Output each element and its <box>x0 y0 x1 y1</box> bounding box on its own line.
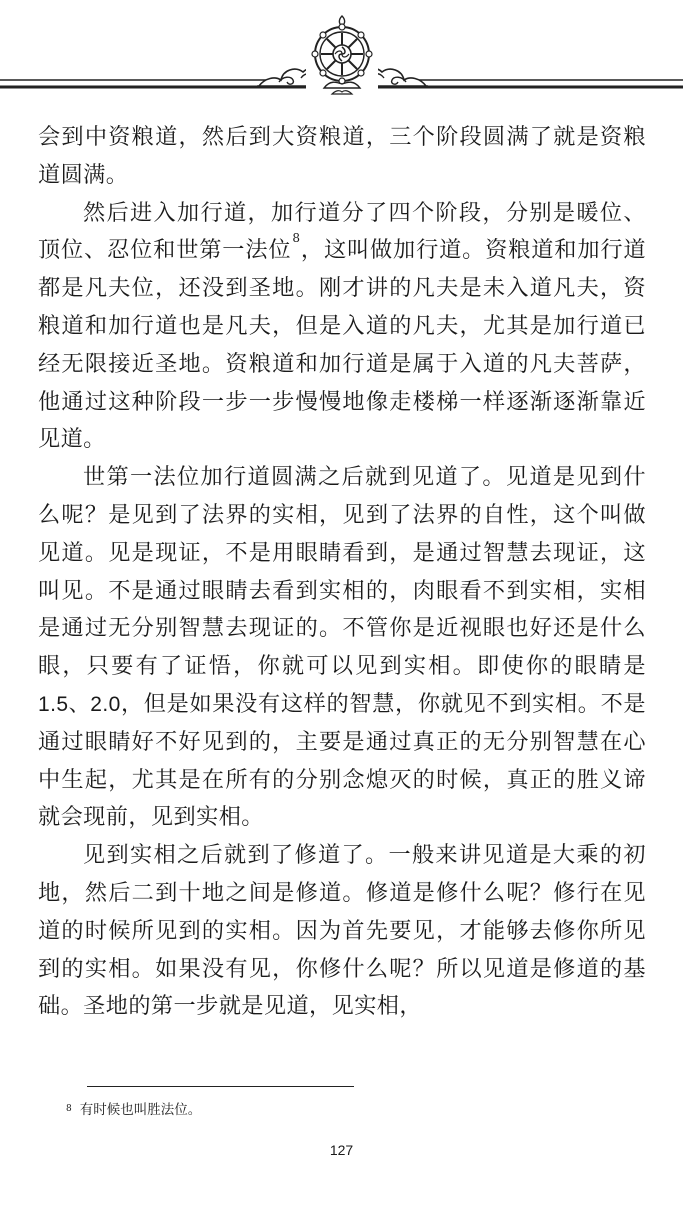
numeric-value: 1.5、2.0 <box>38 692 121 716</box>
page-number: 127 <box>329 1142 354 1158</box>
dharma-wheel-icon <box>306 14 378 102</box>
page-header <box>0 0 683 105</box>
paragraph-text: 然后进入加行道，加行道分了四个阶段，分别是暖位、顶位、忍位和世第一法位 <box>38 199 646 264</box>
footnote-marker: 8 <box>66 1104 72 1114</box>
paragraph: 会到中资粮道，然后到大资粮道，三个阶段圆满了就是资粮道圆满。 <box>38 124 646 188</box>
paragraph-text: ，这叫做加行道。资粮道和加行道都是凡夫位，还没到圣地。刚才讲的凡夫是未入道凡夫，资粮道和加行道也是凡夫，但是入道的凡夫，尤其是加行道已经无限接近圣地。资粮道和加行道是属于入道的凡夫菩萨，他通过这种阶段一步一步慢慢地像走楼梯一样逐渐逐渐靠近见道。 <box>38 237 646 453</box>
footnote <box>66 1100 201 1120</box>
footnote-text: 有时候也叫胜法位。 <box>79 1102 202 1118</box>
paragraph: 见到实相之后就到了修道了。一般来讲见道是大乘的初地，然后二到十地之间是修道。修道是修什么呢？修行在见道的时候所见到的实相。因为首先要见，才能够去修你所见到的实相。如果没有见，你修什么呢？所以见道是修道的基础。圣地的第一步就是见道，见实相， <box>38 842 646 1020</box>
main-text <box>38 119 646 1026</box>
paragraph <box>38 459 646 837</box>
paragraph <box>38 195 646 460</box>
paragraph-text: 世第一法位加行道圆满之后就到见道了。见道是见到什么呢？是见到了法界的实相，见到了法界的自性，这个叫做见道。见是现证，不是用眼睛看到，是通过智慧去现证，这叫见。不是通过眼睛去看到实相的，肉眼看不到实相，实相是通过无分别智慧去现证的。不管你是近视眼也好还是什么眼，只要有了证悟，你就可以见到实相。即使你的眼睛是 <box>38 464 646 680</box>
paragraph-text: ，但是如果没有这样的智慧，你就见不到实相。不是通过眼睛好不好见到的，主要是通过真正的无分别智慧在心中生起，尤其是在所有的分别念熄灭的时候，真正的胜义谛就会现前，见到实相。 <box>38 690 647 831</box>
footnote-reference[interactable]: 8 <box>292 231 301 246</box>
footnote-divider <box>87 1086 354 1087</box>
